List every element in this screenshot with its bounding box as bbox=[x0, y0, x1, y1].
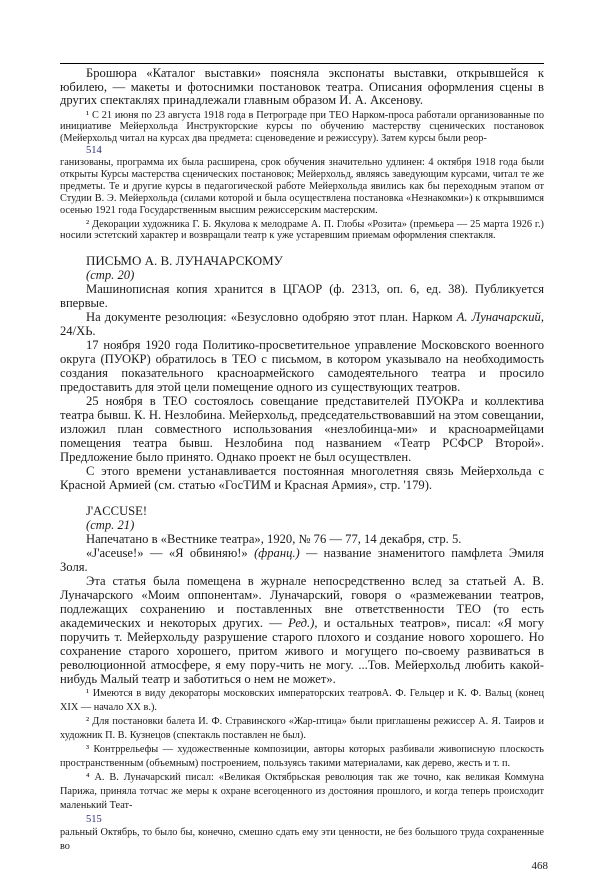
footnote: ¹ Имеются в виду декораторы московских императорских театровА. Ф. Гельцер и К. Ф. Вальц (конец XIX — начало XX в.). bbox=[60, 687, 544, 713]
page-reference: (стр. 20) bbox=[86, 267, 135, 282]
page-reference: (стр. 21) bbox=[86, 517, 135, 532]
footnote: ² Декорации художника Г. Б. Якулова к мелодраме А. П. Глобы «Розита» (премьера — 25 марта 1926 г.) носили эстетский характер и возвращали театр к уже устаревшим приемам оформления спектакля. bbox=[60, 219, 544, 242]
section-title: ПИСЬМО А. В. ЛУНАЧАРСКОМУ bbox=[86, 252, 283, 268]
paragraph: 25 ноября в ТЕО состоялось совещание представителей ПУОКРа и коллектива театра бывш. К. Н. Незлобина. Мейерхольд, председательствовавший на этом совещании, изложил план совместного использования «незлобинца-ми» и красноармейцами помещения театра бывш. Незлобина под названием «Театр РСФСР Второй». Предложение было принято. Однако проект не был осуществлен. bbox=[60, 393, 544, 464]
paragraph: Напечатано в «Вестнике театра», 1920, № 76 — 77, 14 декабря, стр. 5. bbox=[86, 531, 462, 546]
section-jaccuse bbox=[60, 504, 544, 686]
footnotes-bottom bbox=[60, 687, 544, 813]
paragraph: Машинописная копия хранится в ЦГАОР (ф. 2313, оп. 6, ед. 38). Публикуется впервые. bbox=[60, 281, 544, 310]
footnote-4-part2 bbox=[60, 826, 544, 854]
header-rule bbox=[60, 63, 544, 64]
section-title: J'ACCUSE! bbox=[86, 503, 148, 518]
footnote: ⁴ А. В. Луначарский писал: «Великая Октябрьская революция так же точно, как великая Коммуна Парижа, приняла тотчас же меры к охране всегоценного из достояния прошлого, и когда теперь происходит маленький Теат- bbox=[60, 771, 544, 811]
footnote: ганизованы, программа их была расширена, срок обучения значительно удлинен: 4 октября 1918 года были открыты Курсы мастерства сценических постановок; Мейерхольд, являясь заведующим курсами, читал те же предметы. Те и другие курсы в педагогической работе Мейерхольда явились как бы переходным этапом от Студии В. Э. Мейерхольда (силами которой и была осуществлена постановка «Незнакомки») к открывшимся осенью 1921 года Государственным высшим режиссерским мастерским. bbox=[60, 157, 544, 216]
footnote-1-part2 bbox=[60, 157, 544, 217]
footnote-2 bbox=[60, 219, 544, 242]
paragraph: «J'aceuse!» — «Я обвиняю!» (франц.) — название знаменитого памфлета Эмиля Золя. bbox=[60, 545, 544, 574]
footnote: ¹ С 21 июня по 23 августа 1918 года в Петрограде при ТЕО Нарком-проса работали организованные по инициативе Мейерхольда Инструкторские курсы по обучению мастерству сценических постановок (Мейерхольд читал на курсах два предмета: сценоведение и режиссуру). Затем курсы были реор- bbox=[60, 109, 544, 144]
footnote-1-part1 bbox=[60, 110, 544, 144]
source-page-ref: 515 bbox=[86, 813, 102, 825]
intro-paragraph bbox=[60, 67, 544, 108]
footnote: ральный Октябрь, то было бы, конечно, смешно сдать ему эти ценности, не без большого труда сохраненные во bbox=[60, 826, 544, 852]
page-number: 468 bbox=[531, 860, 548, 872]
paragraph: С этого времени устанавливается постоянная многолетняя связь Мейерхольда с Красной Армией (см. статью «ГосТИМ и Красная Армия», стр. '179). bbox=[60, 463, 544, 492]
paragraph: 17 ноября 1920 года Политико-просветительное управление Московского военного округа (ПУОКР) обратилось в ТЕО с письмом, в котором указывало на необходимость создания показательного красноармейского самодеятельного театра и просило предоставить для этой цели помещение одного из существующих театров. bbox=[60, 337, 544, 394]
source-page-ref: 514 bbox=[86, 145, 102, 156]
footnote: ² Для постановки балета И. Ф. Стравинского «Жар-птица» были приглашены режиссер А. Я. Таиров и художник П. В. Кузнецов (спектакль поставлен не был). bbox=[60, 715, 544, 741]
section-lunacharsky bbox=[60, 253, 544, 492]
page-content bbox=[60, 67, 544, 854]
paragraph: На документе резолюция: «Безусловно одобряю этот план. Нарком А. Луначарский, 24/ХЬ. bbox=[60, 309, 545, 338]
footnote: ³ Контррельефы — художественные композиции, авторы которых разбивали живописную плоскость пространственным (объемным) построением, пользуясь такими материалами, как дерево, жесть и т. п. bbox=[60, 743, 544, 769]
paragraph: Эта статья была помещена в журнале непосредственно вслед за статьей А. В. Луначарского «Моим оппонентам». Луначарский, говоря о «размежевании театров, подлежащих сохранению и поставленных вне ответственности ТЕО (то есть академических и некоторых других. — Ред.), и остальных театров», писал: «Я могу поручить т. Мейерхольду разрушение старого плохого и создание нового хорошего. Но сохранение старого хорошего, притом живого и могущего по-своему развиваться в революционной атмосфере, я ему пору-чить не могу. ...Тов. Мейерхольд любить какой-нибудь Малый театр и заботиться о нем не может». bbox=[60, 573, 544, 686]
paragraph: Брошюра «Каталог выставки» поясняла экспонаты выставки, открывшейся к юбилею, — макеты и фотоснимки постановок театра. Описания оформления сцены в других спектаклях принадлежали главным образом И. А. Аксенову. bbox=[60, 66, 544, 108]
